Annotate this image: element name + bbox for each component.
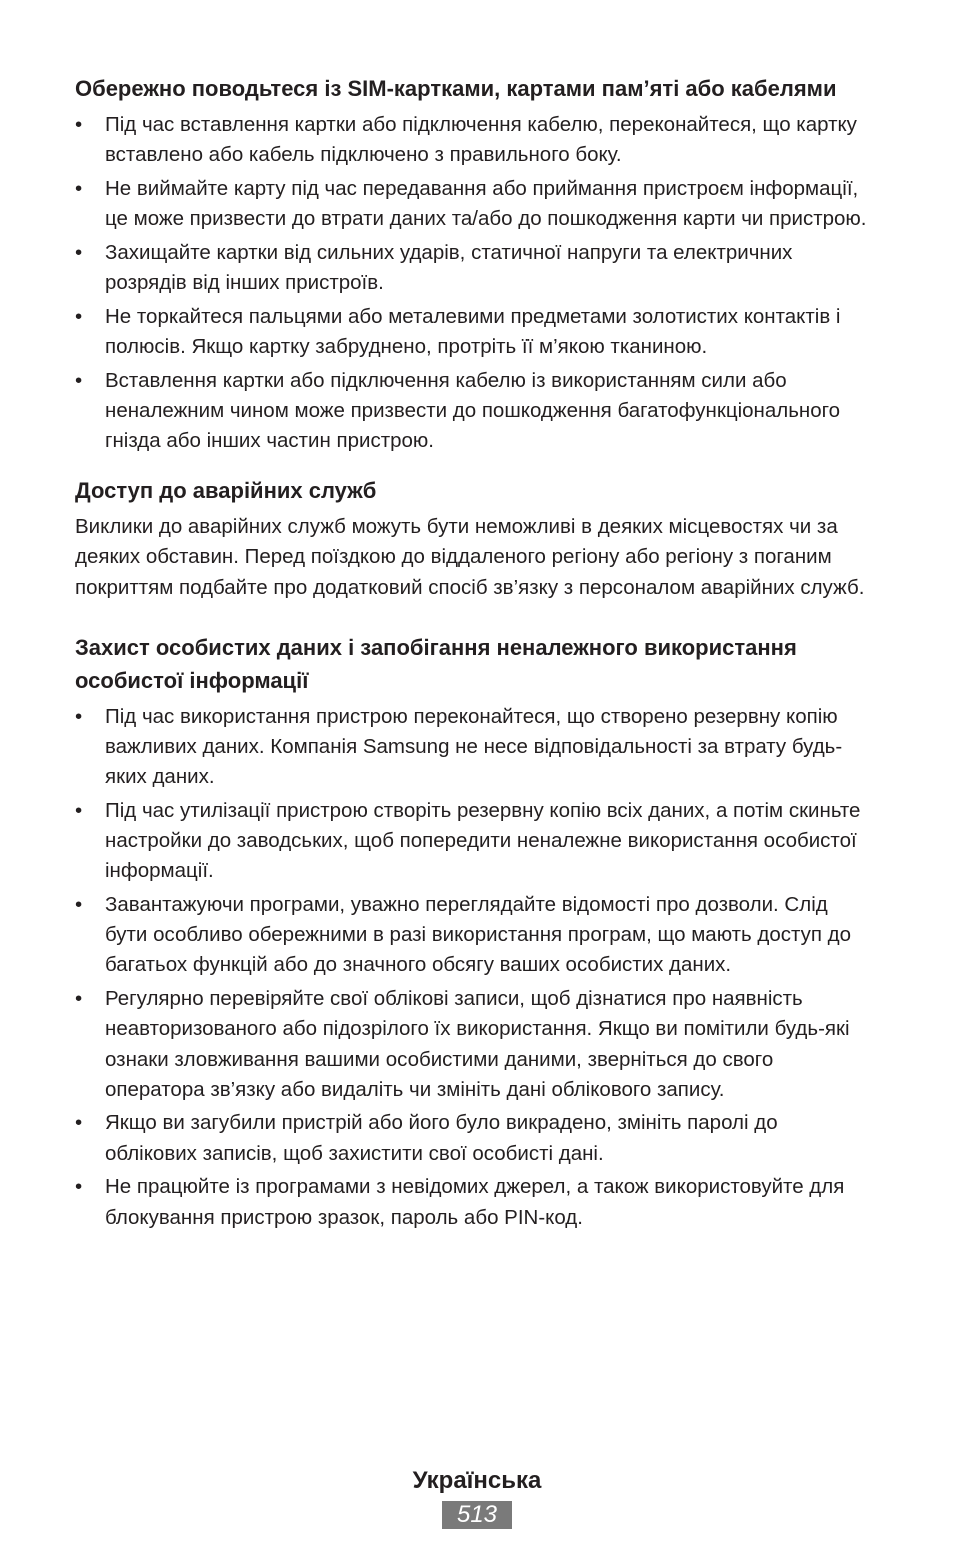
list-item (75, 1172, 875, 1232)
list-item-text: Не виймайте карту під час передавання або приймання пристроєм інформації, це може призвести до втрати даних та/або до пошкодження карти чи пристрою. (105, 176, 867, 231)
section-paragraph: Виклики до аварійних служб можуть бути неможливі в деяких місцевостях чи за деяких обставин. Перед поїздкою до віддаленого регіону або регіону з поганим покриттям подбайте про додатковий спосіб зв’язку з персоналом аварійних служб. (75, 515, 865, 599)
bullet-icon: • (75, 987, 83, 1011)
list-item (75, 702, 875, 793)
page-number: 513 (442, 1501, 512, 1529)
list-item-text: Захищайте картки від сильних ударів, статичної напруги та електричних розрядів від інших пристроїв. (105, 240, 793, 295)
document-page (75, 72, 875, 1236)
list-item-text: Завантажуючи програми, уважно переглядайте відомості про дозволи. Слід бути особливо обережними в разі використання програм, що мають доступ до багатьох функцій або до значного обсягу ваших особистих даних. (105, 893, 852, 977)
bullet-icon: • (75, 704, 83, 728)
bullet-icon: • (75, 113, 83, 136)
bullet-icon: • (75, 176, 83, 200)
list-item (75, 366, 875, 457)
section-heading: Доступ до аварійних служб (75, 478, 377, 504)
section-emergency-services (75, 474, 875, 603)
list-item-text: Не працюйте із програмами з невідомих джерел, а також використовуйте для блокування пристрою зразок, пароль або PIN-код. (105, 1175, 845, 1229)
list-item (75, 796, 875, 887)
bullet-icon: • (75, 1175, 83, 1199)
bullet-icon: • (75, 798, 83, 822)
list-item-text: Під час використання пристрою переконайтеся, що створено резервну копію важливих даних. Компанія Samsung не несе відповідальності за втрату будь-яких даних. (105, 704, 843, 789)
footer-language: Українська (412, 1467, 542, 1494)
bullet-list (75, 110, 875, 456)
bullet-icon: • (75, 368, 83, 392)
list-item (75, 1108, 875, 1168)
bullet-list (75, 702, 875, 1233)
bullet-icon: • (75, 893, 83, 917)
section-personal-data (75, 631, 875, 1233)
bullet-icon: • (75, 240, 83, 264)
list-item (75, 890, 875, 981)
list-item (75, 302, 875, 362)
list-item-text: Вставлення картки або підключення кабелю із використанням сили або неналежним чином може призвести до пошкодження багатофункціонального гнізда або інших частин пристрою. (105, 368, 841, 453)
list-item (75, 174, 875, 234)
section-heading: Обережно поводьтеся із SIM-картками, картами пам’яті або кабелями (75, 76, 837, 101)
list-item (75, 984, 875, 1105)
list-item-text: Регулярно перевіряйте свої облікові записи, щоб дізнатися про наявність неавторизованого або підозрілого їх використання. Якщо ви помітили будь-які ознаки зловживання вашими особистими даними, зверніться до свого оператора зв’язку або видаліть чи змініть дані облікового запису. (105, 987, 850, 1101)
page-footer (0, 1464, 954, 1529)
list-item-text: Якщо ви загубили пристрій або його було викрадено, змініть паролі до облікових записів, щоб захистити свої особисті дані. (105, 1111, 778, 1165)
list-item-text: Під час утилізації пристрою створіть резервну копію всіх даних, а потім скиньте настройки до заводських, щоб попередити неналежне використання особистої інформації. (105, 798, 861, 883)
bullet-icon: • (75, 1111, 83, 1135)
section-sim-cards (75, 72, 875, 456)
list-item-text: Не торкайтеся пальцями або металевими предметами золотистих контактів і полюсів. Якщо картку забруднено, протріть її м’якою тканиною. (105, 304, 841, 358)
bullet-icon: • (75, 304, 83, 328)
list-item (75, 238, 875, 298)
list-item (75, 110, 875, 170)
list-item-text: Під час вставлення картки або підключення кабелю, переконайтеся, що картку вставлено або кабель підключено з правильного боку. (105, 113, 857, 167)
section-heading: Захист особистих даних і запобігання неналежного використання особистої інформації (75, 634, 797, 693)
